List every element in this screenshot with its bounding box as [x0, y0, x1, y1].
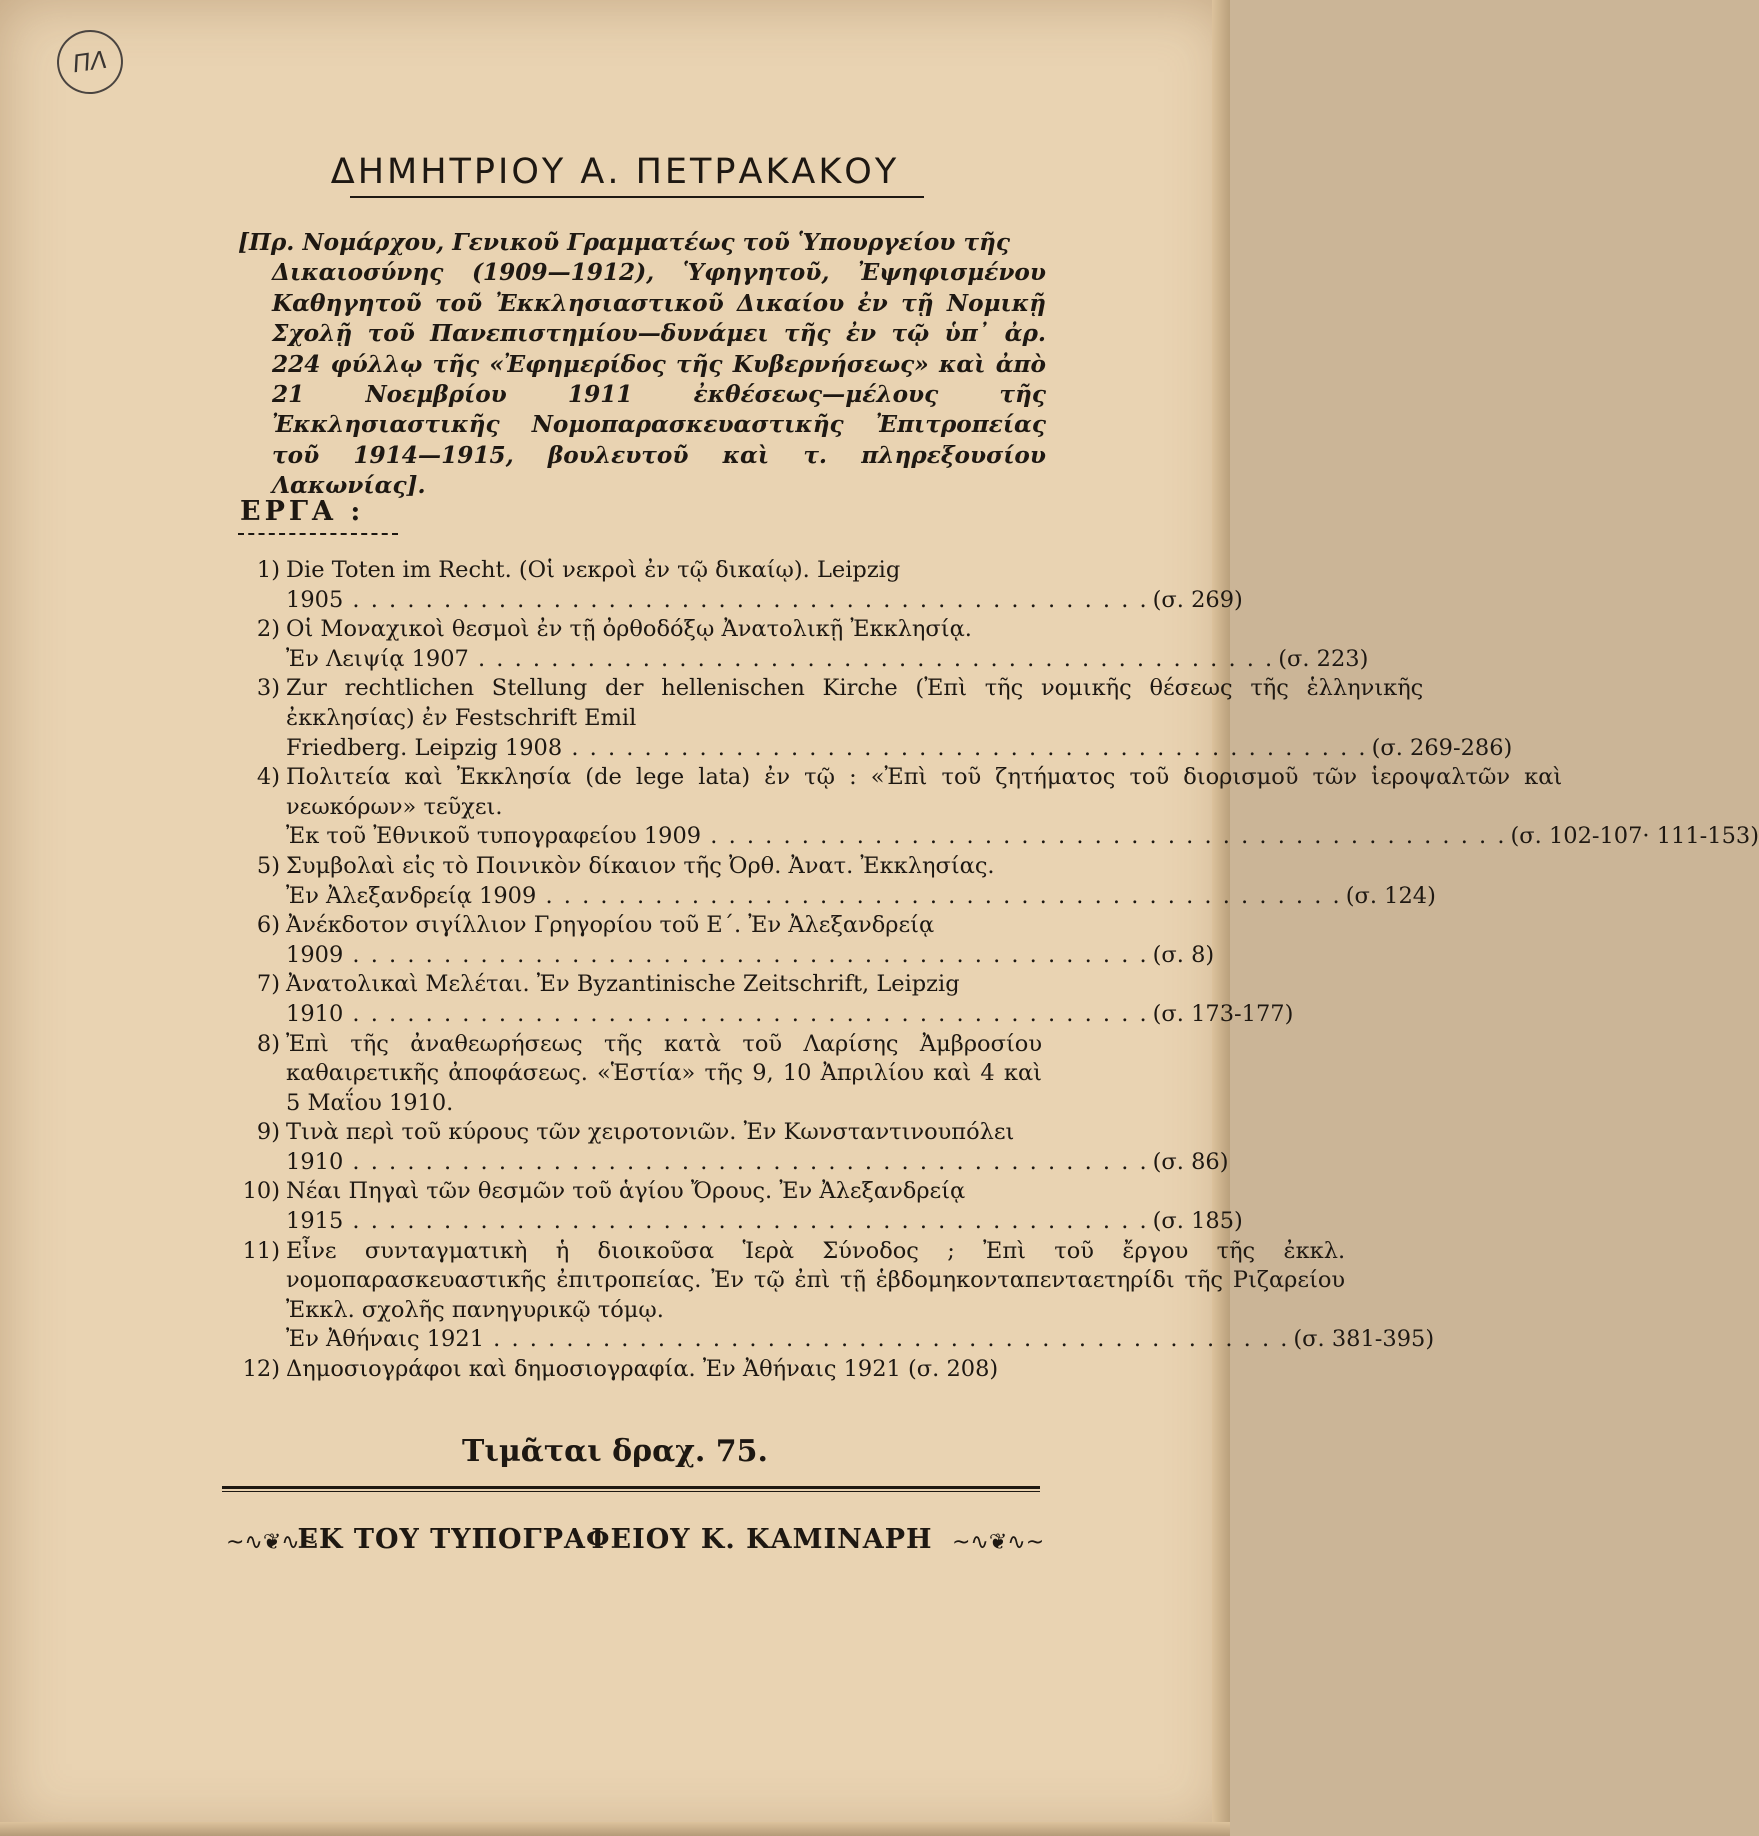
- work-last-line: [286, 586, 1243, 616]
- work-title: Εἶνε συνταγματικὴ ἡ διοικοῦσα Ἱερὰ Σύνοδος ; Ἐπὶ τοῦ ἔργου τῆς ἐκκλ. νομοπαρασκευαστικῆς ἐπιτροπείας. Ἐν τῷ ἐπὶ τῇ ἑβδομηκονταπενταετηρίδι τῆς Ριζαρείου Ἐκκλ. σχολῆς πανηγυρικῷ τόμῳ.: [286, 1237, 1346, 1323]
- work-entry: [286, 1237, 1435, 1355]
- work-place-year: 1909 . . .: [286, 941, 1149, 971]
- work-entry: [286, 1030, 1042, 1119]
- work-last-line: [286, 1325, 1435, 1355]
- work-place-year: 1910 . . .: [286, 1148, 1149, 1178]
- work-last-line: [286, 1148, 1229, 1178]
- work-title: Die Toten im Recht. (Οἱ νεκροὶ ἐν τῷ δικαίῳ). Leipzig: [286, 557, 901, 583]
- work-item: [230, 763, 1759, 852]
- work-pages: (σ. 86): [1152, 1148, 1229, 1175]
- printer-imprint: ΕΚ ΤΟΥ ΤΥΠΟΓΡΑΦΕΙΟΥ Κ. ΚΑΜΙΝΑΡΗ: [297, 1524, 933, 1555]
- author-underline: [350, 196, 924, 198]
- works-list: [230, 556, 1759, 1385]
- works-heading-underline: [238, 533, 398, 535]
- work-entry: [286, 970, 1294, 1029]
- work-item: [230, 1355, 1042, 1385]
- work-last-line: [286, 941, 1215, 971]
- author-title: ΔΗΜΗΤΡΙΟΥ Α. ΠΕΤΡΑΚΑΚΟΥ: [330, 152, 900, 192]
- price: Τιμᾶται δραχ. 75.: [462, 1434, 768, 1469]
- work-number: 4): [256, 764, 280, 791]
- work-item: [230, 970, 1294, 1029]
- work-place-year: Ἐκ τοῦ Ἐθνικοῦ τυπογραφείου 1909 . . .: [286, 822, 1507, 852]
- work-last-line: [286, 1000, 1294, 1030]
- work-entry: [286, 556, 1243, 615]
- work-item: [230, 556, 1243, 615]
- work-number: 10): [242, 1178, 280, 1205]
- work-pages: (σ. 269): [1152, 586, 1243, 613]
- work-title: Συμβολαὶ εἰς τὸ Ποινικὸν δίκαιον τῆς Ὀρθ. Ἀνατ. Ἐκκλησίας.: [286, 852, 995, 879]
- work-entry: [286, 911, 1215, 970]
- work-place-year: 1915 . . .: [286, 1207, 1149, 1237]
- work-item: [230, 911, 1215, 970]
- work-number: 5): [256, 852, 280, 879]
- work-entry: [286, 1118, 1229, 1177]
- work-number: 8): [256, 1030, 280, 1057]
- work-entry: [286, 674, 1513, 763]
- work-item: [230, 1030, 1042, 1119]
- author-bio: [238, 228, 1046, 502]
- work-number: 11): [242, 1237, 280, 1264]
- work-entry: [286, 1177, 1243, 1236]
- work-title: Δημοσιογράφοι καὶ δημοσιογραφία. Ἐν Ἀθήναις 1921 (σ. 208): [286, 1356, 999, 1383]
- work-pages: (σ. 102-107· 111-153): [1510, 823, 1759, 850]
- work-item: [230, 852, 1436, 911]
- work-title: Zur rechtlichen Stellung der hellenischen Kirche (Ἐπὶ τῆς νομικῆς θέσεως τῆς ἑλληνικῆς ἐκκλησίας) ἐν Festschrift Emil: [286, 675, 1424, 731]
- work-number: 9): [256, 1119, 280, 1146]
- work-place-year: 1905 . . .: [286, 586, 1149, 616]
- work-title: Πολιτεία καὶ Ἐκκλησία (de lege lata) ἐν τῷ : «Ἐπὶ τοῦ ζητήματος τοῦ διορισμοῦ τῶν ἱεροψαλτῶν καὶ νεωκόρων» τεῦχει.: [286, 764, 1563, 820]
- work-entry: [286, 1355, 1042, 1385]
- ornament-right-icon: ~∿❦∿~: [952, 1530, 1045, 1555]
- bio-body: Δικαιοσύνης (1909—1912), Ὑφηγητοῦ, Ἐψηφισμένου Καθηγητοῦ τοῦ Ἐκκλησιαστικοῦ Δικαίου ἐν τῇ Νομικῇ Σχολῇ τοῦ Πανεπιστημίου—δυνάμει τῆς ἐν τῷ ὑπ᾽ ἀρ. 224 φύλλῳ τῆς «Ἐφημερίδος τῆς Κυβερνήσεως» καὶ ἀπὸ 21 Νοεμβρίου 1911 ἐκθέσεως—μέλους τῆς Ἐκκλησιαστικῆς Νομοπαρασκευαστικῆς Ἐπιτροπείας τοῦ 1914—1915, βουλευτοῦ καὶ τ. πληρεξουσίου Λακωνίας].: [272, 259, 1046, 500]
- work-place-year: Ἐν Ἀθήναις 1921 . . .: [286, 1325, 1289, 1355]
- work-last-line: [286, 645, 1369, 675]
- double-rule-thin: [222, 1491, 1040, 1492]
- work-item: [230, 1177, 1243, 1236]
- work-pages: (σ. 269-286): [1371, 734, 1513, 761]
- work-title: Τινὰ περὶ τοῦ κύρους τῶν χειροτονιῶν. Ἐν Κωνσταντινουπόλει: [286, 1119, 1015, 1146]
- work-title: Ἀνατολικαὶ Μελέται. Ἐν Byzantinische Zeitschrift, Leipzig: [286, 971, 960, 998]
- work-entry: [286, 852, 1436, 911]
- library-stamp: ΠΛ: [53, 26, 127, 99]
- work-title: Ἐπὶ τῆς ἀναθεωρήσεως τῆς κατὰ τοῦ Λαρίσης Ἀμβροσίου καθαιρετικῆς ἀποφάσεως. «Ἑστία» τῆς 9, 10 Ἀπριλίου καὶ 4 καὶ 5 Μαΐου 1910.: [286, 1030, 1042, 1116]
- ornament-left-icon: ~∿❦∿~: [226, 1530, 319, 1555]
- work-pages: (σ. 381-395): [1293, 1326, 1435, 1353]
- work-title: Οἱ Μοναχικοὶ θεσμοὶ ἐν τῇ ὀρθοδόξῳ Ἀνατολικῇ Ἐκκλησίᾳ.: [286, 616, 972, 643]
- work-number: 6): [256, 912, 280, 939]
- work-pages: (σ. 223): [1278, 645, 1369, 672]
- work-item: [230, 615, 1369, 674]
- works-heading: ΕΡΓΑ :: [240, 496, 365, 527]
- work-place-year: Ἐν Λειψίᾳ 1907 . . .: [286, 645, 1274, 675]
- work-number: 1): [256, 557, 280, 583]
- work-place-year: Ἐν Ἀλεξανδρείᾳ 1909 . . .: [286, 882, 1342, 912]
- paper-edge-bottom: [0, 1822, 1230, 1836]
- work-pages: (σ. 185): [1152, 1208, 1243, 1235]
- work-title: Νέαι Πηγαὶ τῶν θεσμῶν τοῦ ἁγίου Ὄρους. Ἐν Ἀλεξανδρείᾳ: [286, 1178, 966, 1205]
- work-pages: (σ. 8): [1152, 941, 1215, 968]
- work-last-line: [286, 882, 1436, 912]
- work-entry: [286, 763, 1759, 852]
- work-last-line: [286, 822, 1759, 852]
- double-rule-thick: [222, 1486, 1040, 1489]
- work-number: 2): [256, 616, 280, 643]
- work-item: [230, 1237, 1435, 1355]
- work-last-line: [286, 1207, 1243, 1237]
- paper-edge-right: [1212, 0, 1230, 1836]
- work-item: [230, 674, 1513, 763]
- work-item: [230, 1118, 1229, 1177]
- work-entry: [286, 615, 1369, 674]
- work-title: Ἀνέκδοτον σιγίλλιον Γρηγορίου τοῦ Ε΄. Ἐν Ἀλεξανδρείᾳ: [286, 912, 935, 939]
- work-place-year: Friedberg. Leipzig 1908 . . .: [286, 734, 1368, 764]
- work-number: 3): [256, 675, 280, 702]
- work-pages: (σ. 124): [1345, 882, 1436, 909]
- work-place-year: 1910 . . .: [286, 1000, 1149, 1030]
- bio-first-line: [Πρ. Νομάρχου, Γενικοῦ Γραμματέως τοῦ Ὑπουργείου τῆς: [238, 229, 1011, 256]
- work-last-line: [286, 734, 1513, 764]
- work-number: 7): [256, 971, 280, 998]
- work-pages: (σ. 173-177): [1152, 1000, 1294, 1027]
- work-number: 12): [242, 1356, 280, 1383]
